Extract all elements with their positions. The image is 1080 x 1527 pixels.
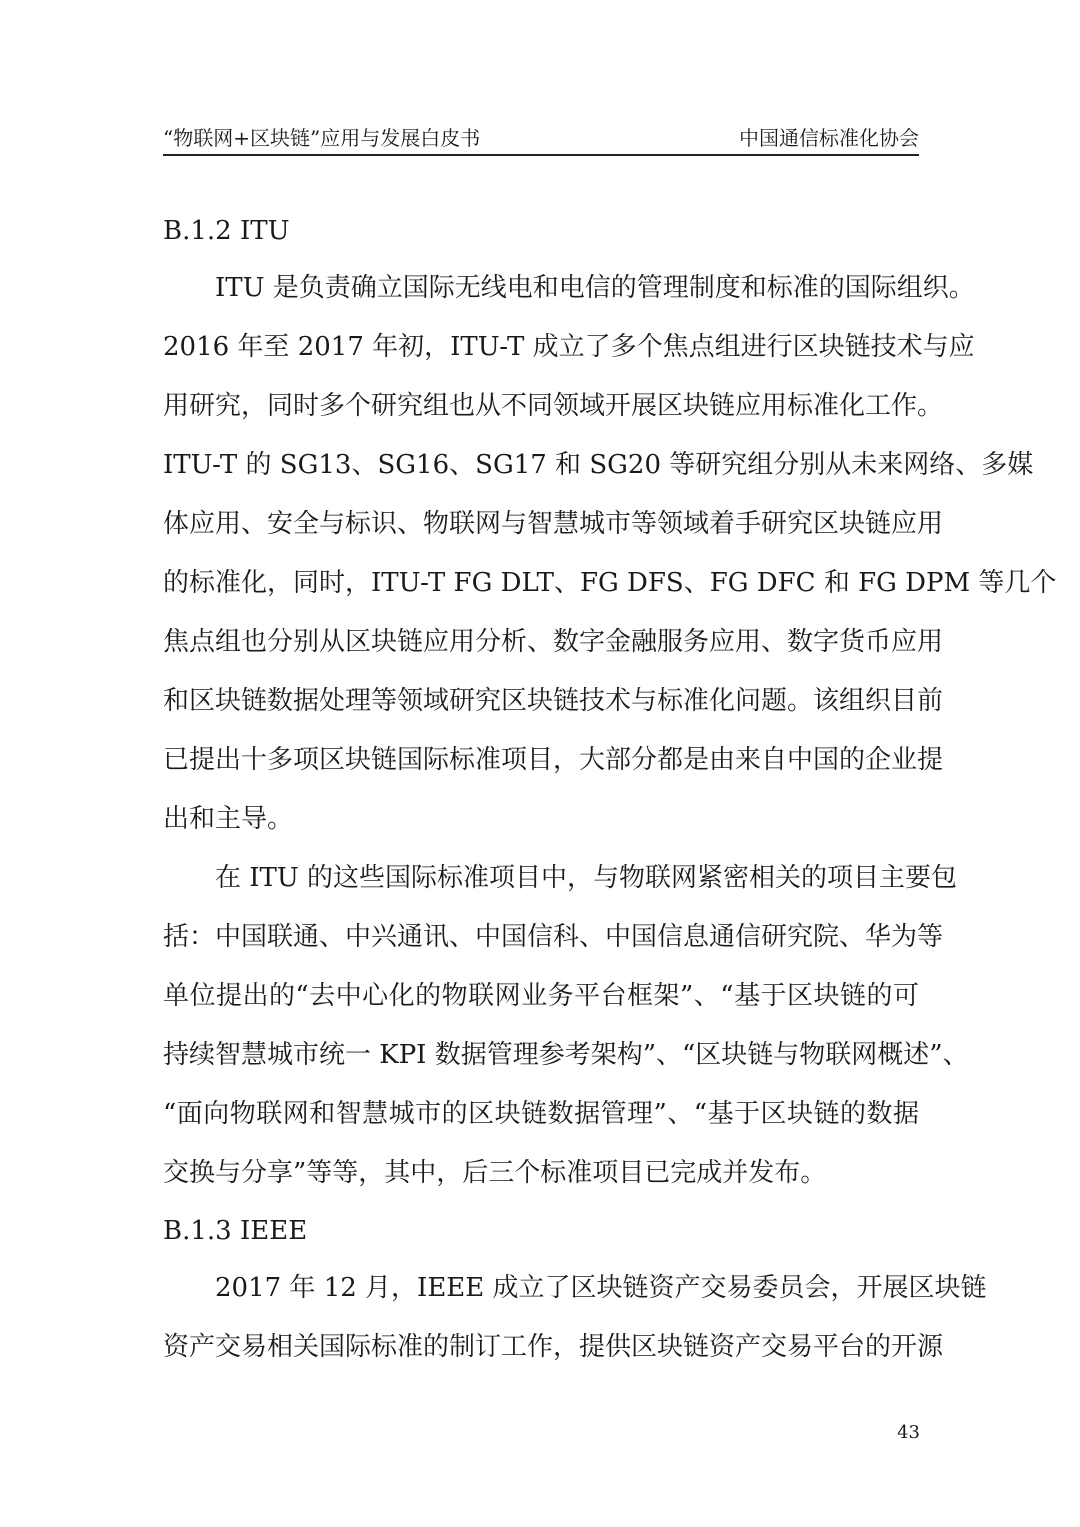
text-line: 单位提出的“去中心化的物联网业务平台框架”、“基于区块链的可 — [163, 981, 919, 1011]
text-line: 出和主导。 — [163, 804, 294, 834]
text-line: 焦点组也分别从区块链应用分析、数字金融服务应用、数字货币应用 — [163, 627, 944, 657]
header-document-title: “物联网+区块链”应用与发展白皮书 — [163, 126, 481, 150]
text-line: 用研究，同时多个研究组也从不同领域开展区块链应用标准化工作。 — [163, 391, 944, 421]
paragraph-ieee — [163, 1259, 987, 1377]
paragraph-itu-intro — [163, 259, 1057, 849]
text-line: 2017 年 12 月，IEEE 成立了区块链资产交易委员会，开展区块链 — [215, 1273, 987, 1303]
text-line: 持续智慧城市统一 KPI 数据管理参考架构”、“区块链与物联网概述”、 — [163, 1040, 969, 1070]
text-line: 已提出十多项区块链国际标准项目，大部分都是由来自中国的企业提 — [163, 745, 944, 775]
text-line: 2016 年至 2017 年初，ITU-T 成立了多个焦点组进行区块链技术与应 — [163, 332, 975, 362]
text-line: 在 ITU 的这些国际标准项目中，与物联网紧密相关的项目主要包 — [215, 863, 958, 893]
text-line: ITU 是负责确立国际无线电和电信的管理制度和标准的国际组织。 — [215, 273, 975, 303]
paragraph-itu-projects — [163, 849, 969, 1203]
text-line: 体应用、安全与标识、物联网与智慧城市等领域着手研究区块链应用 — [163, 509, 944, 539]
text-line: 和区块链数据处理等领域研究区块链技术与标准化问题。该组织目前 — [163, 686, 944, 716]
page-header — [163, 122, 919, 156]
header-organization: 中国通信标准化协会 — [739, 126, 919, 150]
text-line: 资产交易相关国际标准的制订工作，提供区块链资产交易平台的开源 — [163, 1332, 944, 1362]
text-line: 交换与分享”等等，其中，后三个标准项目已完成并发布。 — [163, 1158, 827, 1188]
text-line: 括：中国联通、中兴通讯、中国信科、中国信息通信研究院、华为等 — [163, 922, 944, 952]
page-number: 43 — [897, 1422, 920, 1443]
text-line: 的标准化，同时，ITU-T FG DLT、FG DFS、FG DFC 和 FG DPM 等几个 — [163, 568, 1057, 598]
section-heading-itu: B.1.2 ITU — [163, 216, 290, 246]
page-content — [163, 203, 1057, 1377]
text-line: ITU-T 的 SG13、SG16、SG17 和 SG20 等研究组分别从未来网络、多媒 — [163, 450, 1034, 480]
text-line: “面向物联网和智慧城市的区块链数据管理”、“基于区块链的数据 — [163, 1099, 919, 1129]
section-heading-ieee: B.1.3 IEEE — [163, 1216, 308, 1246]
